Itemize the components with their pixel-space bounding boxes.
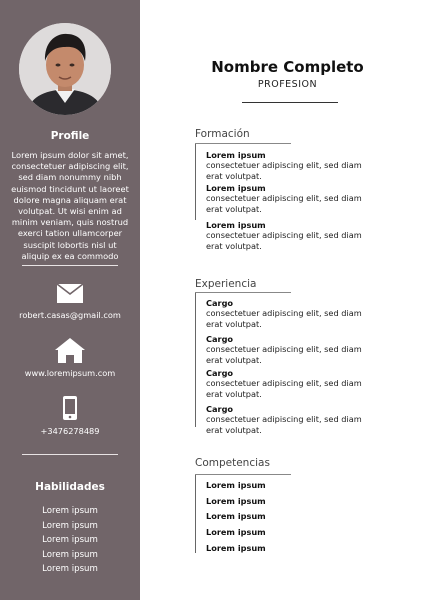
education-entry [206, 220, 366, 251]
education-entry [206, 150, 366, 181]
email-text: robert.casas@gmail.com [19, 310, 121, 320]
full-name: Nombre Completo [211, 58, 364, 76]
section-bar [195, 475, 196, 553]
entry-text: consectetuer adipiscing elit, sed diam erat volutpat. [206, 230, 362, 251]
profile-text: Lorem ipsum dolor sit amet, consectetuer adipiscing elit, sed diam nonummy nibh euismod tincidunt ut laoreet dolore magna aliquam erat volutpat. Ut wisi enim ad minim veniam, quis nostrud exerci tation ullamcorper suscipit lobortis nisl ut aliquip ex ea commodo [11, 150, 129, 261]
entry-text: consectetuer adipiscing elit, sed diam erat volutpat. [206, 414, 362, 435]
entry-title: Lorem ipsum [206, 150, 266, 160]
website-text: www.loremipsum.com [24, 368, 116, 378]
entry-title: Lorem ipsum [206, 183, 266, 193]
section-bar [195, 293, 196, 427]
entry-title: Cargo [206, 298, 234, 308]
skills-list [0, 504, 140, 577]
competency-item: Lorem ipsum [206, 480, 266, 490]
section-title-experiencia: Experiencia [195, 278, 257, 290]
profile-heading: Profile [50, 130, 90, 142]
experience-entry [206, 368, 366, 399]
skill-item: Lorem ipsum [42, 564, 98, 575]
experience-entry [206, 334, 366, 365]
experience-entry [206, 298, 366, 329]
mobile-phone-icon [0, 396, 140, 420]
skill-item: Lorem ipsum [42, 520, 98, 531]
entry-title: Lorem ipsum [206, 220, 266, 230]
entry-text: consectetuer adipiscing elit, sed diam erat volutpat. [206, 378, 362, 399]
sidebar [0, 0, 140, 600]
skill-item: Lorem ipsum [42, 506, 98, 516]
entry-title: Cargo [206, 404, 234, 414]
competency-item: Lorem ipsum [206, 527, 266, 537]
section-bar [195, 144, 196, 220]
entry-text: consectetuer adipiscing elit, sed diam erat volutpat. [206, 160, 362, 181]
home-icon [0, 338, 140, 363]
section-title-competencias: Competencias [195, 457, 270, 469]
section-rule [195, 143, 291, 144]
skill-item: Lorem ipsum [42, 549, 98, 560]
education-entry [206, 183, 366, 214]
envelope-icon [0, 284, 140, 303]
phone-text: +3476278489 [40, 426, 100, 436]
entry-text: consectetuer adipiscing elit, sed diam erat volutpat. [206, 308, 362, 329]
skills-heading: Habilidades [35, 481, 105, 493]
section-rule [195, 474, 291, 475]
competency-item: Lorem ipsum [206, 511, 266, 521]
section-rule [195, 292, 291, 293]
competency-item: Lorem ipsum [206, 496, 266, 506]
profile-photo [19, 23, 111, 115]
sidebar-divider [22, 265, 118, 266]
competency-item: Lorem ipsum [206, 543, 266, 553]
section-title-formacion: Formación [195, 128, 250, 140]
profession: PROFESION [257, 79, 318, 90]
skill-item: Lorem ipsum [42, 535, 98, 546]
entry-text: consectetuer adipiscing elit, sed diam erat volutpat. [206, 344, 362, 365]
experience-entry [206, 404, 366, 435]
entry-title: Cargo [206, 368, 234, 378]
sidebar-divider [22, 454, 118, 455]
name-underline [242, 102, 338, 103]
entry-text: consectetuer adipiscing elit, sed diam erat volutpat. [206, 193, 362, 214]
entry-title: Cargo [206, 334, 234, 344]
